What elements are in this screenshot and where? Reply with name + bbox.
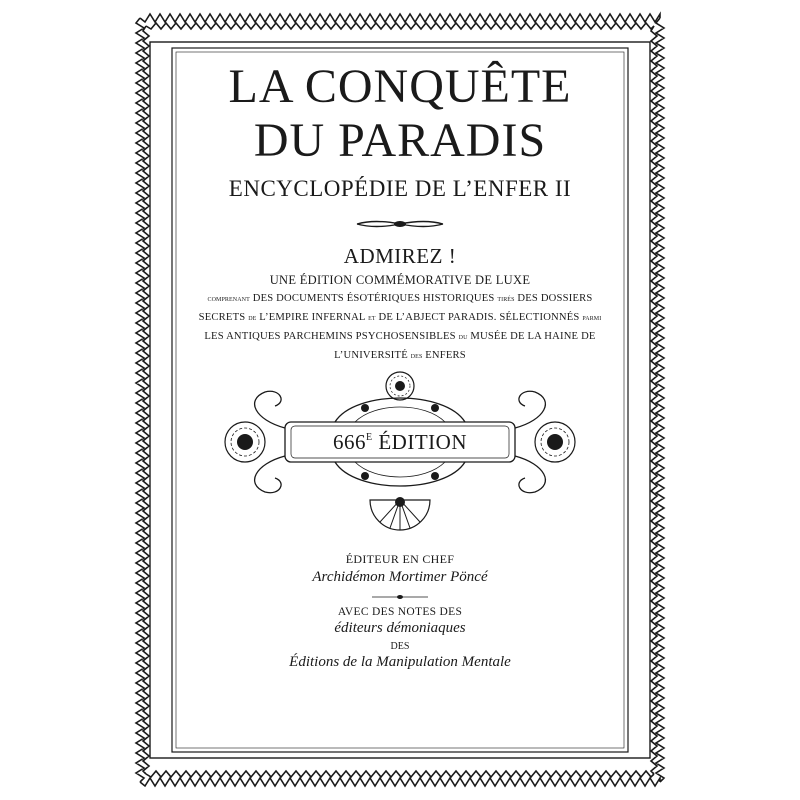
des-word: DES	[390, 641, 410, 652]
desc-small-word: DU	[458, 335, 468, 341]
desc-small-word: ET	[368, 316, 376, 322]
scroll-left-low	[255, 456, 285, 493]
flourish-ornament	[355, 218, 445, 230]
edition-number-sup: E	[366, 432, 373, 443]
edition-cartouche	[215, 370, 585, 540]
title-page-content	[160, 60, 640, 671]
publisher: Éditions de la Manipulation Mentale	[289, 654, 511, 670]
scroll-right	[515, 391, 545, 428]
scroll-left	[255, 391, 285, 428]
desc-small-word: TIRÉS	[497, 297, 515, 303]
edition-number-value: 666	[333, 430, 366, 454]
small-divider	[370, 594, 430, 600]
zigzag-segment	[656, 18, 664, 782]
ornamental-cartouche	[215, 370, 585, 540]
desc-small-word: DE	[248, 316, 257, 322]
description-line-4	[160, 347, 640, 366]
subtitle: ENCYCLOPÉDIE DE L’ENFER II	[228, 176, 572, 201]
editor-role: ÉDITEUR EN CHEF	[345, 552, 455, 566]
base-arch	[335, 462, 465, 486]
rosette-top	[386, 372, 414, 400]
desc-text: ENFERS	[425, 350, 466, 361]
exclamation-heading: ADMIREZ !	[343, 244, 457, 268]
zigzag-segment	[146, 23, 654, 29]
edition-number	[215, 430, 585, 455]
notes-italic: éditeurs démoniaques	[334, 620, 466, 636]
edition-description: UNE ÉDITION COMMÉMORATIVE DE LUXE	[269, 273, 531, 287]
desc-text: LES ANTIQUES PARCHEMINS PSYCHOSENSIBLES	[204, 331, 456, 342]
notes-line: AVEC DES NOTES DES	[337, 606, 463, 618]
desc-text: SECRETS	[198, 312, 246, 323]
editor-name: Archidémon Mortimer Pöncé	[312, 569, 488, 585]
desc-small-word: COMPRENANT	[207, 297, 250, 303]
desc-text: DES DOCUMENTS ÉSOTÉRIQUES HISTORIQUES	[252, 293, 495, 304]
desc-text: DES DOSSIERS	[517, 293, 593, 304]
desc-text: MUSÉE DE LA HAINE DE	[470, 331, 596, 342]
desc-text: L’EMPIRE INFERNAL	[259, 312, 366, 323]
desc-text: DE L’ABJECT PARADIS. SÉLECTIONNÉS	[378, 312, 580, 323]
title-line-2: DU PARADIS	[253, 114, 547, 167]
desc-small-word: DES	[410, 354, 423, 360]
desc-text: L’UNIVERSITÉ	[334, 350, 408, 361]
description-line-1	[160, 290, 640, 309]
zigzag-segment	[136, 18, 144, 782]
title-line-1: LA CONQUÊTE	[228, 60, 572, 113]
description-line-3	[160, 328, 640, 347]
zigzag-segment	[651, 26, 657, 774]
crest-arch	[335, 398, 465, 422]
scroll-right-low	[515, 456, 545, 493]
desc-small-word: PARMI	[582, 316, 602, 322]
zigzag-segment	[140, 14, 660, 22]
description-line-2	[160, 309, 640, 328]
edition-word: ÉDITION	[378, 430, 467, 454]
zigzag-segment	[146, 771, 654, 777]
description-paragraph	[160, 290, 640, 366]
fan-ornament-bottom	[370, 497, 430, 530]
zigzag-segment	[140, 778, 660, 786]
